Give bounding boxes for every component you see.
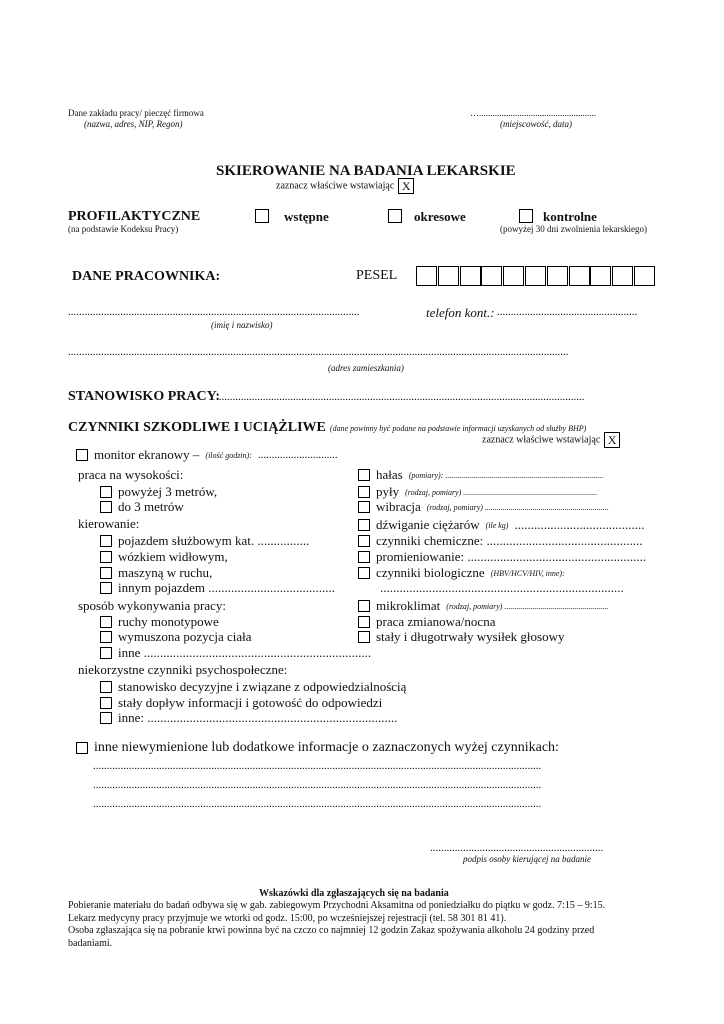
pesel-digit-cell[interactable] (634, 266, 655, 286)
position-field[interactable]: ...................................................................................................................................... (216, 391, 585, 403)
notes-line: badaniami. (68, 937, 113, 949)
pesel-label: PESEL (356, 268, 398, 283)
checkbox-above-3m[interactable] (100, 486, 112, 498)
checkbox-weights[interactable] (358, 519, 370, 531)
chemical-row (358, 533, 642, 549)
checkbox-other-info[interactable] (76, 742, 88, 754)
checkbox-up-to-3m[interactable] (100, 501, 112, 513)
pesel-digit-cell[interactable] (590, 266, 611, 286)
place-date-label: (miejscowość, data) (500, 119, 572, 129)
decision-label: stanowisko decyzyjne i związane z odpowiedzialnością (118, 679, 407, 694)
driving-item-4 (100, 580, 335, 596)
name-field[interactable]: .......................................................................................................... (68, 306, 360, 318)
psycho-item-3 (100, 710, 398, 726)
other-info-label: inne niewymienione lub dodatkowe informacje o zaznaczonych wyżej czynnikach: (94, 740, 559, 755)
monitor-note: (ilość godzin): (205, 450, 252, 460)
other-row (76, 740, 559, 756)
pesel-digit-cell[interactable] (416, 266, 437, 286)
above-3m-label: powyżej 3 metrów, (118, 484, 218, 499)
option-kontrolne-label: kontrolne (543, 209, 597, 224)
checkbox-biological[interactable] (358, 567, 370, 579)
checkbox-vibration[interactable] (358, 501, 370, 513)
phone-field[interactable]: ................................................... (497, 306, 638, 318)
manner-label: sposób wykonywania pracy: (78, 598, 227, 613)
dust-label: pyły (376, 484, 400, 499)
forklift-label: wózkiem widłowym, (118, 549, 228, 564)
shift-row (358, 614, 495, 630)
forced-position-label: wymuszona pozycja ciała (118, 629, 252, 644)
manner-item-3 (100, 645, 371, 661)
checkbox-monitor[interactable] (76, 449, 88, 461)
pesel-digit-cell[interactable] (481, 266, 502, 286)
checkbox-psycho-other[interactable] (100, 712, 112, 724)
shift-label: praca zmianowa/nocna (376, 614, 496, 629)
checkbox-monotype[interactable] (100, 616, 112, 628)
pesel-digit-cell[interactable] (503, 266, 524, 286)
biological-label: czynniki biologiczne (376, 565, 485, 580)
checkbox-voice[interactable] (358, 631, 370, 643)
factors-hint-text: zaznacz właściwe wstawiając (482, 434, 601, 446)
microclimate-row (358, 598, 608, 614)
microclimate-note: (rodzaj, pomiary) .................................................... (446, 601, 609, 611)
signature-field[interactable]: ............................................................... (430, 842, 604, 854)
biological-field[interactable]: ........................................................................... (380, 580, 624, 595)
document-title: SKIEROWANIE NA BADANIA LEKARSKIE (216, 163, 516, 179)
factors-hint (482, 432, 620, 448)
biological-row (358, 565, 565, 581)
driving-label: kierowanie: (78, 516, 140, 531)
company-vehicle-label: pojazdem służbowym kat. ................ (118, 533, 310, 548)
noise-label: hałas (376, 467, 403, 482)
monotype-label: ruchy monotypowe (118, 614, 219, 629)
company-data-sublabel: (nazwa, adres, NIP, Regon) (84, 119, 183, 129)
checkbox-radiation[interactable] (358, 551, 370, 563)
dust-note: (rodzaj, pomiary) ................................................................... (405, 487, 598, 497)
pesel-digit-cell[interactable] (547, 266, 568, 286)
signature-label: podpis osoby kierującej na badanie (463, 854, 591, 864)
employee-heading: DANE PRACOWNIKA: (72, 269, 221, 284)
driving-item-2 (100, 549, 228, 565)
checkbox-microclimate[interactable] (358, 600, 370, 612)
checkbox-wstepne[interactable] (255, 209, 269, 223)
info-flow-label: stały dopływ informacji i gotowość do odpowiedzi (118, 695, 383, 710)
pesel-digit-cell[interactable] (438, 266, 459, 286)
checkbox-chemical[interactable] (358, 535, 370, 547)
checkbox-other-vehicle[interactable] (100, 582, 112, 594)
voice-label: stały i długotrwały wysiłek głosowy (376, 629, 565, 644)
psycho-item-2 (100, 695, 382, 711)
checkbox-okresowe[interactable] (388, 209, 402, 223)
checkbox-info-flow[interactable] (100, 697, 112, 709)
manner-item-1 (100, 614, 219, 630)
pesel-digit-cell[interactable] (525, 266, 546, 286)
option-okresowe-label: okresowe (414, 209, 466, 224)
factors-note: (dane powinny być podane na podstawie informacji uzyskanych od służby BHP) (329, 424, 587, 433)
notes-heading: Wskazówki dla zgłaszających się na badania (259, 888, 449, 899)
psycho-label: niekorzystne czynniki psychospołeczne: (78, 662, 288, 677)
other-info-line-3[interactable]: ................................................................................................................................................................... (93, 798, 542, 810)
heights-item-2 (100, 499, 184, 515)
notes-line: Pobieranie materiału do badań odbywa się w gab. zabiegowym Przychodni Aksamitna od poniedziałku do piątku w godz. 7:15 – 9:15. (68, 900, 606, 911)
checkbox-moving-machine[interactable] (100, 567, 112, 579)
checkbox-noise[interactable] (358, 469, 370, 481)
other-info-line-2[interactable]: ................................................................................................................................................................... (93, 779, 542, 791)
pesel-digit-cell[interactable] (612, 266, 633, 286)
position-label: STANOWISKO PRACY: (68, 389, 221, 404)
noise-row (358, 467, 603, 483)
weights-note: (ile kg) (485, 520, 509, 530)
checkbox-kontrolne[interactable] (519, 209, 533, 223)
notes-line: Lekarz medycyny pracy przyjmuje we wtorki od godz. 15:00, po wcześniejszej rejestracji (tel. 58 301 81 41). (68, 912, 507, 924)
vibration-label: wibracja (376, 499, 421, 514)
other-vehicle-label: innym pojazdem ....................................... (118, 580, 336, 595)
manner-other-label: inne ...................................................................... (118, 645, 372, 660)
voice-row (358, 629, 565, 645)
pesel-digit-cell[interactable] (569, 266, 590, 286)
radiation-label: promieniowanie: ....................................................... (376, 549, 647, 564)
dust-row (358, 484, 597, 500)
microclimate-label: mikroklimat (376, 598, 441, 613)
other-info-line-1[interactable]: ................................................................................................................................................................... (93, 760, 542, 772)
checkbox-shift[interactable] (358, 616, 370, 628)
moving-machine-label: maszyną w ruchu, (118, 565, 213, 580)
noise-note: (pomiary): ............................................................................... (408, 470, 604, 480)
checkbox-manner-other[interactable] (100, 647, 112, 659)
checkbox-decision[interactable] (100, 681, 112, 693)
driving-item-1 (100, 533, 309, 549)
weights-row (358, 517, 644, 533)
checkbox-forced-position[interactable] (100, 631, 112, 643)
name-label: (imię i nazwisko) (211, 320, 273, 330)
factors-heading-text: CZYNNIKI SZKODLIWE I UCIĄŻLIWE (68, 420, 326, 435)
kontrolne-note: (powyżej 30 dni zwolnienia lekarskiego) (500, 224, 647, 234)
address-label: (adres zamieszkania) (328, 363, 404, 373)
heights-label: praca na wysokości: (78, 467, 184, 482)
x-mark-example: X (398, 178, 414, 194)
notes-line: Osoba zgłaszająca się na pobranie krwi powinna być na czczo co najmniej 12 godzin Zakaz spożywania alkoholu 24 godziny przed (68, 925, 595, 936)
weights-label: dźwiganie ciężarów (376, 517, 480, 532)
address-field[interactable]: ...................................................................................................................................................................................... (68, 346, 569, 358)
option-wstepne-label: wstępne (284, 209, 329, 224)
title-hint (276, 178, 414, 194)
weights-field[interactable]: ........................................ (514, 517, 645, 532)
psycho-item-1 (100, 679, 406, 695)
x-mark-example: X (604, 432, 620, 448)
vibration-note: (rodzaj, pomiary) .............................................................. (426, 502, 609, 512)
chemical-label: czynniki chemiczne: ................................................ (376, 533, 643, 548)
title-hint-text: zaznacz właściwe wstawiając (276, 180, 395, 192)
monitor-hours-field[interactable]: ............................. (257, 449, 338, 461)
notes-body (68, 900, 605, 950)
psycho-other-label: inne: ............................................................................. (118, 710, 398, 725)
pesel-digit-cell[interactable] (460, 266, 481, 286)
driving-item-3 (100, 565, 212, 581)
heights-item-1 (100, 484, 217, 500)
checkbox-forklift[interactable] (100, 551, 112, 563)
monitor-row (76, 447, 338, 463)
manner-item-2 (100, 629, 252, 645)
phone-label: telefon kont.: (426, 305, 495, 320)
monitor-label: monitor ekranowy – (94, 447, 200, 462)
up-to-3m-label: do 3 metrów (118, 499, 184, 514)
exam-type-sublabel: (na podstawie Kodeksu Pracy) (68, 224, 179, 234)
place-date-field[interactable]: ….................................................... (470, 108, 596, 118)
biological-note: (HBV/HCV/HIV, inne): (490, 568, 565, 578)
checkbox-dust[interactable] (358, 486, 370, 498)
exam-type-label: PROFILAKTYCZNE (68, 209, 201, 224)
radiation-row (358, 549, 646, 565)
vibration-row (358, 499, 609, 515)
company-data-label: Dane zakładu pracy/ pieczęć firmowa (68, 108, 204, 118)
checkbox-company-vehicle[interactable] (100, 535, 112, 547)
